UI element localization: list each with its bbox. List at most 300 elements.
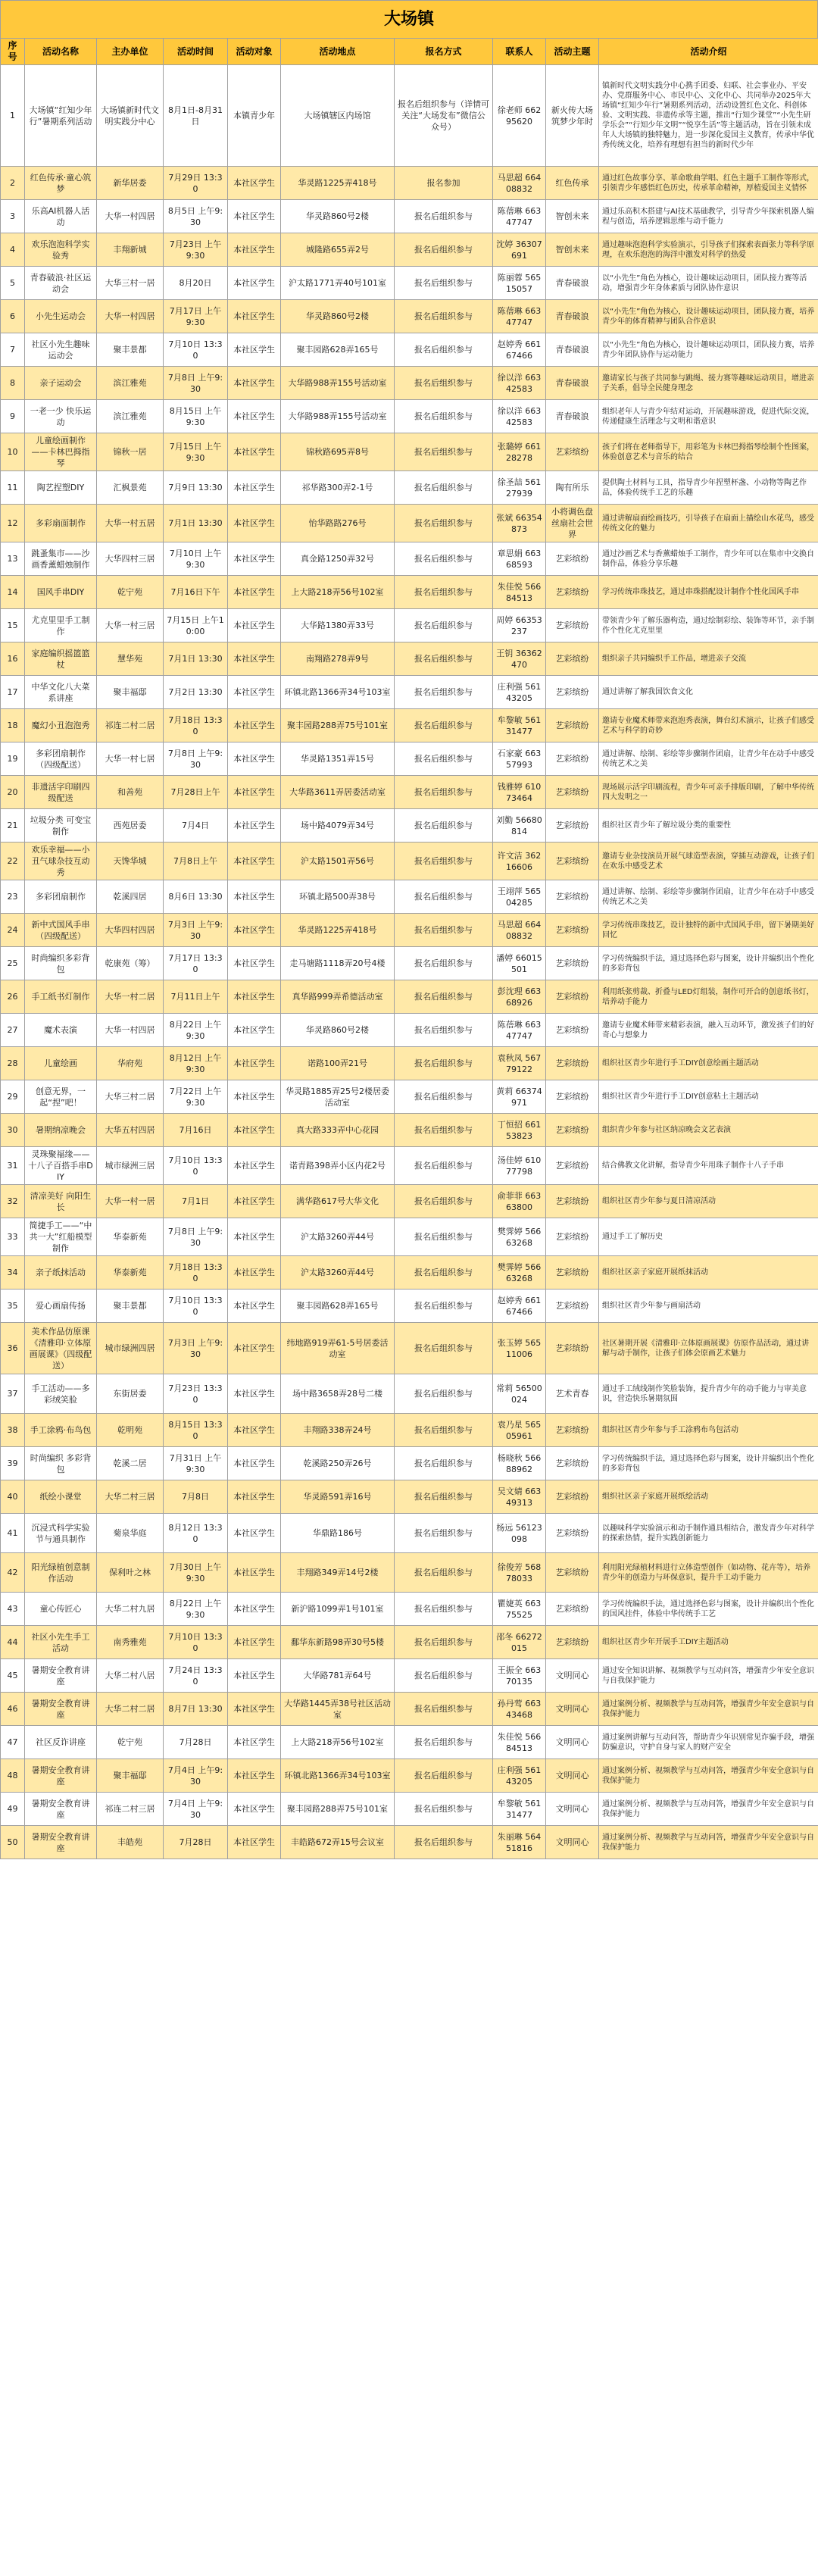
table-row <box>1 542 818 576</box>
signup-method: 报名后组织参与 <box>395 1626 493 1659</box>
audience: 本社区学生 <box>228 1553 281 1593</box>
activity-name: 阳光绿植创意制作活动 <box>25 1553 97 1593</box>
activity-time: 8月6日 13:30 <box>164 880 228 914</box>
row-number: 43 <box>1 1593 25 1626</box>
row-number: 22 <box>1 843 25 880</box>
theme: 艺彩缤纷 <box>546 1218 599 1256</box>
contact: 王振全 66370135 <box>493 1659 546 1693</box>
row-number: 45 <box>1 1659 25 1693</box>
contact: 刘勤 56680814 <box>493 809 546 843</box>
row-number: 12 <box>1 505 25 542</box>
signup-method: 报名后组织参与 <box>395 947 493 980</box>
organizer: 大华二村三居 <box>97 1480 164 1514</box>
activity-time: 7月18日 13:30 <box>164 1256 228 1290</box>
organizer: 乾宁苑 <box>97 576 164 609</box>
table-row <box>1 980 818 1014</box>
contact: 丁恒招 66153823 <box>493 1114 546 1147</box>
theme: 青春破浪 <box>546 333 599 367</box>
row-number: 48 <box>1 1759 25 1793</box>
contact: 邵冬 66272015 <box>493 1626 546 1659</box>
theme: 新火传大场 筑梦少年时 <box>546 65 599 167</box>
theme: 艺彩缤纷 <box>546 1414 599 1447</box>
activity-name: 青春破浪·社区运动会 <box>25 267 97 300</box>
theme: 青春破浪 <box>546 367 599 400</box>
table-row <box>1 505 818 542</box>
signup-method: 报名后组织参与 <box>395 542 493 576</box>
audience: 本社区学生 <box>228 576 281 609</box>
organizer: 西苑居委 <box>97 809 164 843</box>
organizer: 聚丰景都 <box>97 1290 164 1323</box>
contact: 徐以洋 66342583 <box>493 367 546 400</box>
contact: 彭沈理 66368926 <box>493 980 546 1014</box>
signup-method: 报名后组织参与 <box>395 1047 493 1080</box>
table-row <box>1 914 818 947</box>
activity-name: 中华文化八大菜系讲座 <box>25 676 97 709</box>
activity-time: 7月18日 13:30 <box>164 709 228 742</box>
theme: 艺彩缤纷 <box>546 1553 599 1593</box>
location: 沪太路3260弄44号 <box>281 1218 395 1256</box>
location: 乾溪路250弄26号 <box>281 1447 395 1480</box>
row-number: 41 <box>1 1514 25 1553</box>
row-number: 27 <box>1 1014 25 1047</box>
signup-method: 报名后组织参与 <box>395 1080 493 1114</box>
organizer: 大华一村一居 <box>97 1185 164 1218</box>
table-row <box>1 1323 818 1374</box>
table-row <box>1 1290 818 1323</box>
activity-time: 7月1日 13:30 <box>164 505 228 542</box>
contact: 杨远 56123098 <box>493 1514 546 1553</box>
description: 以“小先生”角色为核心，设计趣味运动项目，团队接力赛，培养青少年的体育精神与团队合作意识 <box>599 300 818 333</box>
description: 通过乐高积木搭建与AI技术基础教学，引导青少年探索机器人编程与创造，培养逻辑思维与动手能力 <box>599 200 818 233</box>
description: 邀请家长与孩子共同参与跳绳、接力赛等趣味运动项目，增进亲子关系，倡导全民健身理念 <box>599 367 818 400</box>
location: 场中路3658弄28号二楼 <box>281 1374 395 1414</box>
contact: 樊霁婷 56663268 <box>493 1218 546 1256</box>
signup-method: 报名后组织参与 <box>395 300 493 333</box>
theme: 艺彩缤纷 <box>546 1080 599 1114</box>
audience: 本社区学生 <box>228 1659 281 1693</box>
row-number: 11 <box>1 471 25 505</box>
activity-time: 7月29日 13:30 <box>164 167 228 200</box>
organizer: 大华一村四居 <box>97 1014 164 1047</box>
activity-time: 7月15日 上午9:30 <box>164 433 228 471</box>
audience: 本社区学生 <box>228 505 281 542</box>
organizer: 汇枫景苑 <box>97 471 164 505</box>
table-row <box>1 947 818 980</box>
organizer: 菊泉华庭 <box>97 1514 164 1553</box>
activity-name: 社区小先生趣味运动会 <box>25 333 97 367</box>
signup-method: 报名后组织参与 <box>395 676 493 709</box>
theme: 艺彩缤纷 <box>546 1014 599 1047</box>
contact: 陈蓓琳 66347747 <box>493 1014 546 1047</box>
organizer: 大华二村二居 <box>97 1693 164 1726</box>
row-number: 20 <box>1 776 25 809</box>
description: 利用纸张剪裁、折叠与LED灯组装，制作可开合的创意纸书灯，培养动手能力 <box>599 980 818 1014</box>
table-row <box>1 1080 818 1114</box>
signup-method: 报名后组织参与 <box>395 505 493 542</box>
description: 通过手工绒线制作笑脸装饰，提升青少年的动手能力与审美意识，营造快乐暑期氛围 <box>599 1374 818 1414</box>
organizer: 乾明苑 <box>97 1414 164 1447</box>
description: 通过讲解、绘制、彩绘等步骤制作团扇，让青少年在动手中感受传统艺术之美 <box>599 880 818 914</box>
organizer: 乾溪二居 <box>97 1447 164 1480</box>
signup-method: 报名后组织参与 <box>395 609 493 642</box>
organizer: 和善苑 <box>97 776 164 809</box>
description: 通过讲解、绘制、彩绘等步骤制作团扇，让青少年在动手中感受传统艺术之美 <box>599 742 818 776</box>
activity-name: 欢乐泡泡科学实验秀 <box>25 233 97 267</box>
theme: 艺彩缤纷 <box>546 1114 599 1147</box>
activity-name: 大场镇“红知少年行”暑期系列活动 <box>25 65 97 167</box>
audience: 本社区学生 <box>228 1593 281 1626</box>
activity-name: 儿童绘画制作——卡林巴拇指琴 <box>25 433 97 471</box>
contact: 樊霁婷 56663268 <box>493 1256 546 1290</box>
signup-method: 报名后组织参与 <box>395 1480 493 1514</box>
activity-time: 7月23日 13:30 <box>164 1374 228 1414</box>
audience: 本社区学生 <box>228 333 281 367</box>
contact: 钱雅婷 61073464 <box>493 776 546 809</box>
contact: 杨晓秋 56688962 <box>493 1447 546 1480</box>
contact: 王翊萍 56504285 <box>493 880 546 914</box>
description: 通过案例分析、视频教学与互动问答，增强青少年安全意识与自我保护能力 <box>599 1826 818 1859</box>
contact: 常莉 56500024 <box>493 1374 546 1414</box>
row-number: 44 <box>1 1626 25 1659</box>
activity-name: 垃圾分类 可变宝制作 <box>25 809 97 843</box>
row-number: 3 <box>1 200 25 233</box>
theme: 文明同心 <box>546 1693 599 1726</box>
theme: 艺彩缤纷 <box>546 1447 599 1480</box>
activity-name: 手工涂鸦·布鸟包 <box>25 1414 97 1447</box>
theme: 文明同心 <box>546 1826 599 1859</box>
description: 学习传统串珠技艺，设计独特的新中式国风手串，留下暑期美好回忆 <box>599 914 818 947</box>
audience: 本社区学生 <box>228 167 281 200</box>
theme: 艺彩缤纷 <box>546 676 599 709</box>
row-number: 10 <box>1 433 25 471</box>
audience: 本社区学生 <box>228 709 281 742</box>
audience: 本社区学生 <box>228 880 281 914</box>
activity-time: 7月8日 上午9:30 <box>164 1218 228 1256</box>
activity-time: 7月4日 上午9:30 <box>164 1793 228 1826</box>
contact: 牟黎敏 56131477 <box>493 1793 546 1826</box>
audience: 本社区学生 <box>228 1480 281 1514</box>
activity-name: 纸绘小课堂 <box>25 1480 97 1514</box>
contact: 许文洁 36216606 <box>493 843 546 880</box>
audience: 本社区学生 <box>228 233 281 267</box>
theme: 艺彩缤纷 <box>546 433 599 471</box>
contact: 汤佳婷 61077798 <box>493 1147 546 1185</box>
description: 组织社区青少年了解垃圾分类的重要性 <box>599 809 818 843</box>
signup-method: 报名后组织参与 <box>395 1447 493 1480</box>
contact: 徐以洋 66342583 <box>493 400 546 433</box>
location: 南翔路278弄9号 <box>281 642 395 676</box>
signup-method: 报名后组织参与 <box>395 267 493 300</box>
audience: 本社区学生 <box>228 1256 281 1290</box>
description: 学习传统编织手法，通过选择色彩与图案，设计并编织出个性化的国风挂件，体验中华传统手工艺 <box>599 1593 818 1626</box>
row-number: 19 <box>1 742 25 776</box>
table-row <box>1 1447 818 1480</box>
activity-name: 美术作品仿原课《清雅印·立体原画展课》（四级配送） <box>25 1323 97 1374</box>
description: 邀请专业魔术师带来泡泡秀表演，舞台幻术演示，让孩子们感受艺术与科学的奇妙 <box>599 709 818 742</box>
location: 环镇北路1366弄34号103室 <box>281 1759 395 1793</box>
location: 新沪路1099弄1号101室 <box>281 1593 395 1626</box>
activity-time: 7月16日 <box>164 1114 228 1147</box>
audience: 本社区学生 <box>228 609 281 642</box>
location: 丰皓路672弄15号会议室 <box>281 1826 395 1859</box>
signup-method: 报名后组织参与 <box>395 1114 493 1147</box>
table-row <box>1 1114 818 1147</box>
location: 诺青路398弄小区内花2号 <box>281 1147 395 1185</box>
location: 丰翔路338弄24号 <box>281 1414 395 1447</box>
audience: 本社区学生 <box>228 1114 281 1147</box>
table-row <box>1 1014 818 1047</box>
row-number: 25 <box>1 947 25 980</box>
table-row <box>1 843 818 880</box>
activity-name: 暑期安全教育讲座 <box>25 1659 97 1693</box>
activity-time: 7月22日 上午9:30 <box>164 1080 228 1114</box>
table-row <box>1 609 818 642</box>
description: 学习传统编织手法，通过选择色彩与图案，设计并编织出个性化的多彩背包 <box>599 1447 818 1480</box>
table-row <box>1 1793 818 1826</box>
theme: 艺彩缤纷 <box>546 642 599 676</box>
page-title: 大场镇 <box>0 0 818 38</box>
theme: 艺彩缤纷 <box>546 1256 599 1290</box>
audience: 本社区学生 <box>228 1147 281 1185</box>
description: 以“小先生”角色为核心，设计趣味运动项目，团队接力赛，培养青少年团队协作与运动能力 <box>599 333 818 367</box>
row-number: 38 <box>1 1414 25 1447</box>
signup-method: 报名后组织参与 <box>395 809 493 843</box>
header-cell: 主办单位 <box>97 39 164 65</box>
activity-name: 国风手串DIY <box>25 576 97 609</box>
row-number: 34 <box>1 1256 25 1290</box>
activity-time: 7月10日 13:30 <box>164 333 228 367</box>
activity-name: 时尚编织多彩背包 <box>25 947 97 980</box>
audience: 本社区学生 <box>228 1218 281 1256</box>
row-number: 13 <box>1 542 25 576</box>
activity-name: 跳蚤集市——沙画香薰蜡烛制作 <box>25 542 97 576</box>
signup-method: 报名后组织参与 <box>395 914 493 947</box>
table-row <box>1 1374 818 1414</box>
description: 组织社区亲子家庭开展纸绘活动 <box>599 1480 818 1514</box>
header-cell: 活动介绍 <box>599 39 818 65</box>
theme: 文明同心 <box>546 1793 599 1826</box>
signup-method: 报名后组织参与 <box>395 200 493 233</box>
contact: 孙丹莺 66343468 <box>493 1693 546 1726</box>
table-row <box>1 1147 818 1185</box>
organizer: 大华三村一居 <box>97 267 164 300</box>
activity-name: 暑期安全教育讲座 <box>25 1759 97 1793</box>
signup-method: 报名后组织参与 <box>395 1659 493 1693</box>
activity-time: 7月17日 13:30 <box>164 947 228 980</box>
header-cell: 活动时间 <box>164 39 228 65</box>
organizer: 祁连二村三居 <box>97 1793 164 1826</box>
description: 通过案例分析、视频教学与互动问答，增强青少年安全意识与自我保护能力 <box>599 1793 818 1826</box>
organizer: 大华一村四居 <box>97 300 164 333</box>
location: 环镇北路1366弄34号103室 <box>281 676 395 709</box>
description: 以“小先生”角色为核心，设计趣味运动项目，团队接力赛等活动，增强青少年身体素质与团队协作意识 <box>599 267 818 300</box>
row-number: 8 <box>1 367 25 400</box>
signup-method: 报名后组织参与 <box>395 980 493 1014</box>
organizer: 大华一村三居 <box>97 609 164 642</box>
location: 锦秋路695弄8号 <box>281 433 395 471</box>
row-number: 16 <box>1 642 25 676</box>
audience: 本社区学生 <box>228 471 281 505</box>
activity-time: 7月28日上午 <box>164 776 228 809</box>
location: 真大路333弄中心花园 <box>281 1114 395 1147</box>
location: 真华路999弄希德活动室 <box>281 980 395 1014</box>
location: 怡华路路276号 <box>281 505 395 542</box>
theme: 智创未来 <box>546 200 599 233</box>
activity-time: 8月12日 上午9:30 <box>164 1047 228 1080</box>
activity-time: 7月23日 上午9:30 <box>164 233 228 267</box>
audience: 本社区学生 <box>228 1793 281 1826</box>
location: 丰翔路349弄14号2楼 <box>281 1553 395 1593</box>
audience: 本社区学生 <box>228 400 281 433</box>
location: 华灵路860号2楼 <box>281 1014 395 1047</box>
signup-method: 报名后组织参与 <box>395 400 493 433</box>
audience: 本社区学生 <box>228 300 281 333</box>
theme: 艺彩缤纷 <box>546 1290 599 1323</box>
organizer: 聚丰福邸 <box>97 676 164 709</box>
contact: 朱丽琳 56451816 <box>493 1826 546 1859</box>
activity-name: 亲子运动会 <box>25 367 97 400</box>
contact: 马思超 66408832 <box>493 167 546 200</box>
organizer: 大华三村二居 <box>97 1080 164 1114</box>
description: 现场展示活字印刷流程，青少年可亲手排版印刷，了解中华传统四大发明之一 <box>599 776 818 809</box>
contact: 徐圣喆 56127939 <box>493 471 546 505</box>
location: 大华路988弄155号活动室 <box>281 400 395 433</box>
table-row <box>1 1514 818 1553</box>
header-cell: 活动地点 <box>281 39 395 65</box>
description: 组织社区亲子家庭开展纸抹活动 <box>599 1256 818 1290</box>
theme: 小将调色盘丝扇社会世界 <box>546 505 599 542</box>
description: 通过案例分析、视频教学与互动问答，增强青少年安全意识与自我保护能力 <box>599 1759 818 1793</box>
contact: 张斌 66354873 <box>493 505 546 542</box>
description: 通过趣味泡泡科学实验演示，引导孩子们探索表面张力等科学原理，在欢乐泡泡的海洋中激发对科学的热爱 <box>599 233 818 267</box>
activity-name: 手工活动——多彩绒笑脸 <box>25 1374 97 1414</box>
location: 满华路617号大华文化 <box>281 1185 395 1218</box>
location: 华灵路591弄16号 <box>281 1480 395 1514</box>
description: 带领青少年了解乐器构造，通过绘制彩绘、装饰等环节，亲手制作个性化尤克里里 <box>599 609 818 642</box>
signup-method: 报名后组织参与 <box>395 1218 493 1256</box>
signup-method: 报名后组织参与 <box>395 1793 493 1826</box>
row-number: 29 <box>1 1080 25 1114</box>
description: 组织社区青少年开展手工DIY主题活动 <box>599 1626 818 1659</box>
description: 结合佛教文化讲解，指导青少年用珠子制作十八子手串 <box>599 1147 818 1185</box>
organizer: 滨江雅苑 <box>97 400 164 433</box>
activity-time: 8月22日 上午9:30 <box>164 1014 228 1047</box>
audience: 本社区学生 <box>228 1323 281 1374</box>
activity-time: 7月3日 上午9:30 <box>164 914 228 947</box>
organizer: 大华一村五居 <box>97 505 164 542</box>
table-row <box>1 400 818 433</box>
description: 组织社区青少年参与手工涂鸦布鸟包活动 <box>599 1414 818 1447</box>
theme: 艺彩缤纷 <box>546 1185 599 1218</box>
location: 华灵路1225弄418号 <box>281 167 395 200</box>
signup-method: 报名后组织参与 <box>395 1290 493 1323</box>
contact: 石家豪 66357993 <box>493 742 546 776</box>
location: 华灵路860号2楼 <box>281 300 395 333</box>
signup-method: 报名后组织参与 <box>395 880 493 914</box>
audience: 本社区学生 <box>228 1826 281 1859</box>
location: 沪太路1771弄40号101室 <box>281 267 395 300</box>
table-row <box>1 1726 818 1759</box>
audience: 本社区学生 <box>228 1447 281 1480</box>
contact: 王钥 36362470 <box>493 642 546 676</box>
activity-time: 7月24日 13:30 <box>164 1659 228 1693</box>
theme: 艺彩缤纷 <box>546 1626 599 1659</box>
row-number: 23 <box>1 880 25 914</box>
organizer: 乾康苑（筹） <box>97 947 164 980</box>
row-number: 1 <box>1 65 25 167</box>
activity-name: 手工纸书灯制作 <box>25 980 97 1014</box>
table-row <box>1 367 818 400</box>
activity-name: 多彩扇面制作 <box>25 505 97 542</box>
location: 上大路218弄56号102室 <box>281 1726 395 1759</box>
organizer: 大华一村七居 <box>97 742 164 776</box>
audience: 本社区学生 <box>228 1047 281 1080</box>
activity-name: 创意无界，一起“捏”吧！ <box>25 1080 97 1114</box>
theme: 文明同心 <box>546 1759 599 1793</box>
activity-time: 7月10日 13:30 <box>164 1626 228 1659</box>
location: 真金路1250弄32号 <box>281 542 395 576</box>
location: 聚丰园路628弄165号 <box>281 333 395 367</box>
signup-method: 报名后组织参与 <box>395 333 493 367</box>
audience: 本社区学生 <box>228 843 281 880</box>
description: 通过案例分析、视频教学与互动问答，增强青少年安全意识与自我保护能力 <box>599 1693 818 1726</box>
header-cell: 联系人 <box>493 39 546 65</box>
contact: 吴文婧 66349313 <box>493 1480 546 1514</box>
location: 大华路988弄155号活动室 <box>281 367 395 400</box>
description: 通过沙画艺术与香薰蜡烛手工制作，青少年可以在集市中交换自制作品，体验分享乐趣 <box>599 542 818 576</box>
description: 镇新时代文明实践分中心携手团委、妇联、社会事业办、平安办、党群服务中心、市民中心、文化中心、共同举办2025年大场镇“红知少年行”暑期系列活动，活动设置红色文化、科创体验、文明实践、非遗传承等主题，推出“行知少课堂”“小先生研学乐会”“行知少年文明”“悦享生活”等主题活动，旨在引领未成年人大场镇的独特魅力，进一步深化爱国主义教育，传承中华优秀传统文化，培养有理想有担当的新时代少年 <box>599 65 818 167</box>
location: 华鼎路186号 <box>281 1514 395 1553</box>
activity-name: 儿童绘画 <box>25 1047 97 1080</box>
activity-time: 7月10日 13:30 <box>164 1290 228 1323</box>
location: 沪太路1501弄56号 <box>281 843 395 880</box>
activity-name: 暑期安全教育讲座 <box>25 1826 97 1859</box>
theme: 艺彩缤纷 <box>546 609 599 642</box>
row-number: 24 <box>1 914 25 947</box>
table-row <box>1 1047 818 1080</box>
row-number: 5 <box>1 267 25 300</box>
audience: 本社区学生 <box>228 980 281 1014</box>
location: 祁华路300弄2-1号 <box>281 471 395 505</box>
row-number: 28 <box>1 1047 25 1080</box>
description: 提供陶土材料与工具，指导青少年捏塑杯盏、小动物等陶艺作品，体验传统手工艺的乐趣 <box>599 471 818 505</box>
table-row <box>1 776 818 809</box>
activity-time: 8月15日 上午9:30 <box>164 400 228 433</box>
theme: 艺彩缤纷 <box>546 843 599 880</box>
organizer: 大华一村四居 <box>97 200 164 233</box>
row-number: 36 <box>1 1323 25 1374</box>
description: 通过讲解了解我国饮食文化 <box>599 676 818 709</box>
activity-table <box>0 38 818 1859</box>
organizer: 丰翔新城 <box>97 233 164 267</box>
location: 聚丰园路288弄75号101室 <box>281 709 395 742</box>
organizer: 南秀雅苑 <box>97 1626 164 1659</box>
activity-name: 童心传匠心 <box>25 1593 97 1626</box>
description: 组织社区青少年进行手工DIY创意绘画主题活动 <box>599 1047 818 1080</box>
contact: 张璐婷 66128278 <box>493 433 546 471</box>
activity-name: 多彩团扇制作（四级配送） <box>25 742 97 776</box>
activity-time: 8月20日 <box>164 267 228 300</box>
table-row <box>1 576 818 609</box>
signup-method: 报名后组织参与 <box>395 1323 493 1374</box>
organizer: 大华二村八居 <box>97 1659 164 1693</box>
location: 大华路1445弄38号社区活动室 <box>281 1693 395 1726</box>
audience: 本社区学生 <box>228 1080 281 1114</box>
signup-method: 报名后组织参与 <box>395 776 493 809</box>
location: 环镇北路500弄38号 <box>281 880 395 914</box>
organizer: 聚丰景都 <box>97 333 164 367</box>
organizer: 乾溪四居 <box>97 880 164 914</box>
